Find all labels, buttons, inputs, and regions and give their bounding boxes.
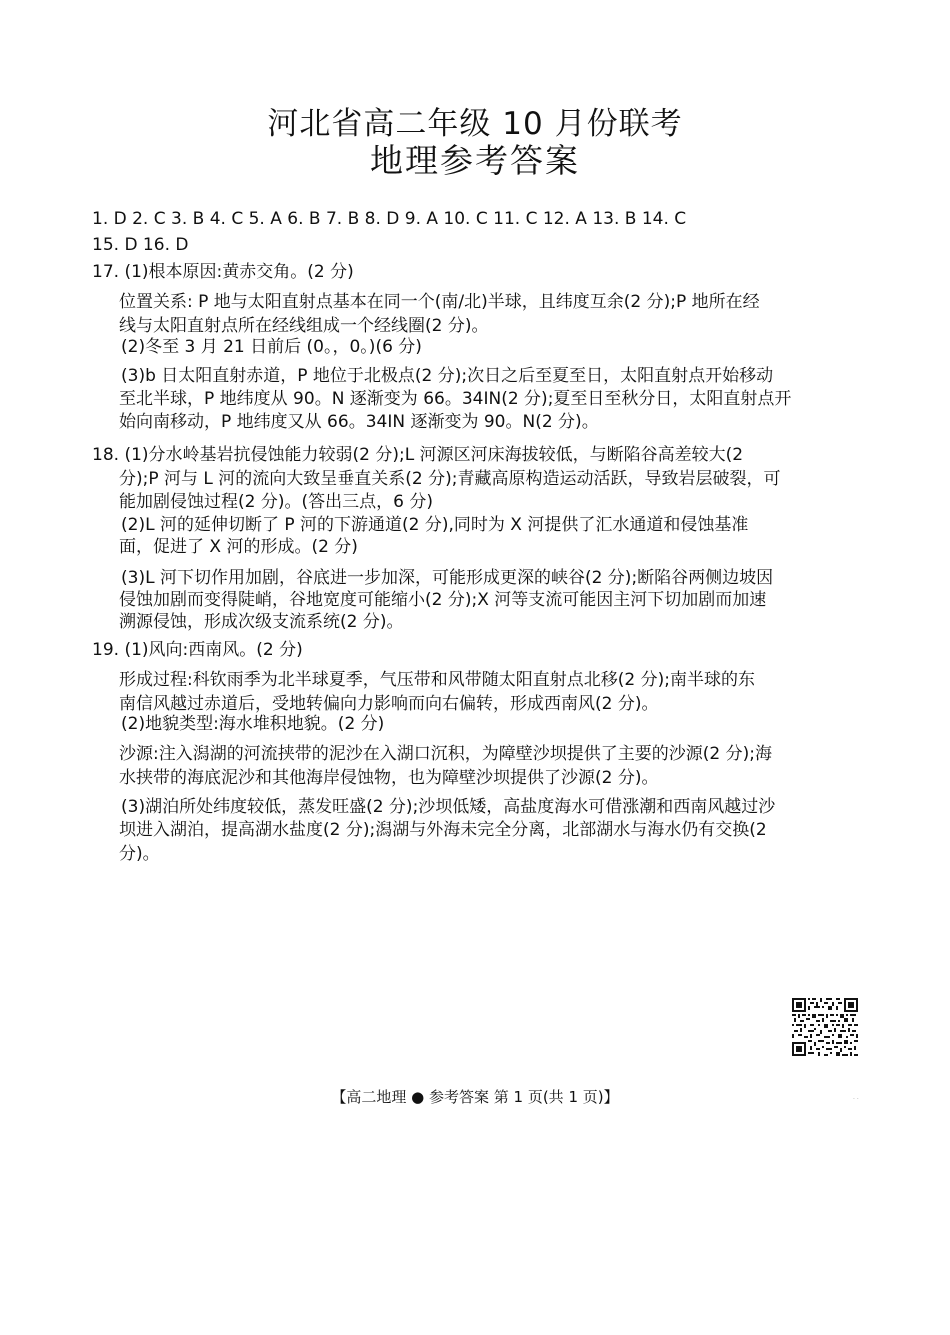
- q17-line: 位置关系: P 地与太阳直射点基本在同一个(南/北)半球，且纬度互余(2 分);P 地所在经: [119, 292, 760, 312]
- q19-line: (3)湖泊所处纬度较低，蒸发旺盛(2 分);沙坝低矮，高盐度海水可借涨潮和西南风越过沙: [121, 797, 776, 817]
- choice-answers-line-1: 1. D 2. C 3. B 4. C 5. A 6. B 7. B 8. D 9. A 10. C 11. C 12. A 13. B 14. C: [92, 209, 687, 229]
- q17-line: 始向南移动，P 地纬度又从 66。34IN 逐渐变为 90。N(2 分)。: [119, 412, 599, 432]
- q19-line: 形成过程:科钦雨季为北半球夏季，气压带和风带随太阳直射点北移(2 分);南半球的东: [119, 670, 755, 690]
- q18-line: 18. (1)分水岭基岩抗侵蚀能力较弱(2 分);L 河源区河床海拔较低，与断陷谷高差较大(2: [92, 445, 744, 465]
- q18-line: 侵蚀加剧而变得陡峭，谷地宽度可能缩小(2 分);X 河等支流可能因主河下切加剧而加速: [119, 590, 767, 610]
- page-footer: 【高二地理 ● 参考答案 第 1 页(共 1 页)】: [331, 1088, 619, 1106]
- tiny-mark: · ·: [853, 1096, 859, 1103]
- q17-line: (2)冬至 3 月 21 日前后 (0。，0。)(6 分): [121, 337, 422, 357]
- title-line-2: 地理参考答案: [370, 141, 580, 180]
- q19-line: 水挟带的海底泥沙和其他海岸侵蚀物，也为障壁沙坝提供了沙源(2 分)。: [119, 768, 659, 788]
- q19-line: 沙源:注入潟湖的河流挟带的泥沙在入湖口沉积，为障壁沙坝提供了主要的沙源(2 分);海: [119, 744, 772, 764]
- q18-line: 能加剧侵蚀过程(2 分)。(答出三点，6 分): [119, 492, 433, 512]
- q18-line: 面，促进了 X 河的形成。(2 分): [119, 537, 358, 557]
- q17-line: 线与太阳直射点所在经线组成一个经线圈(2 分)。: [119, 316, 489, 336]
- q18-line: (2)L 河的延伸切断了 P 河的下游通道(2 分),同时为 X 河提供了汇水通道和侵蚀基准: [121, 515, 749, 535]
- qr-code-icon: [792, 998, 858, 1056]
- q17-line: (3)b 日太阳直射赤道，P 地位于北极点(2 分);次日之后至夏至日，太阳直射点开始移动: [121, 366, 774, 386]
- q17-line: 至北半球，P 地纬度从 90。N 逐渐变为 66。34IN(2 分);夏至日至秋分日，太阳直射点开: [119, 389, 792, 409]
- q18-line: 分);P 河与 L 河的流向大致呈垂直关系(2 分);青藏高原构造运动活跃，导致岩层破裂，可: [119, 469, 781, 489]
- q18-line: (3)L 河下切作用加剧，谷底进一步加深，可能形成更深的峡谷(2 分);断陷谷两侧边坡因: [121, 568, 774, 588]
- q19-line: 坝进入湖泊，提高湖水盐度(2 分);潟湖与外海未完全分离，北部湖水与海水仍有交换(2: [119, 820, 767, 840]
- choice-answers-line-2: 15. D 16. D: [92, 235, 189, 255]
- q19-line: 南信风越过赤道后，受地转偏向力影响而向右偏转，形成西南风(2 分)。: [119, 694, 659, 714]
- title-line-1: 河北省高二年级 10 月份联考: [267, 106, 683, 142]
- q19-line: (2)地貌类型:海水堆积地貌。(2 分): [121, 714, 385, 734]
- q18-line: 溯源侵蚀，形成次级支流系统(2 分)。: [119, 612, 404, 632]
- q19-line: 19. (1)风向:西南风。(2 分): [92, 640, 303, 660]
- q17-line: 17. (1)根本原因:黄赤交角。(2 分): [92, 262, 354, 282]
- q19-line: 分)。: [119, 844, 160, 864]
